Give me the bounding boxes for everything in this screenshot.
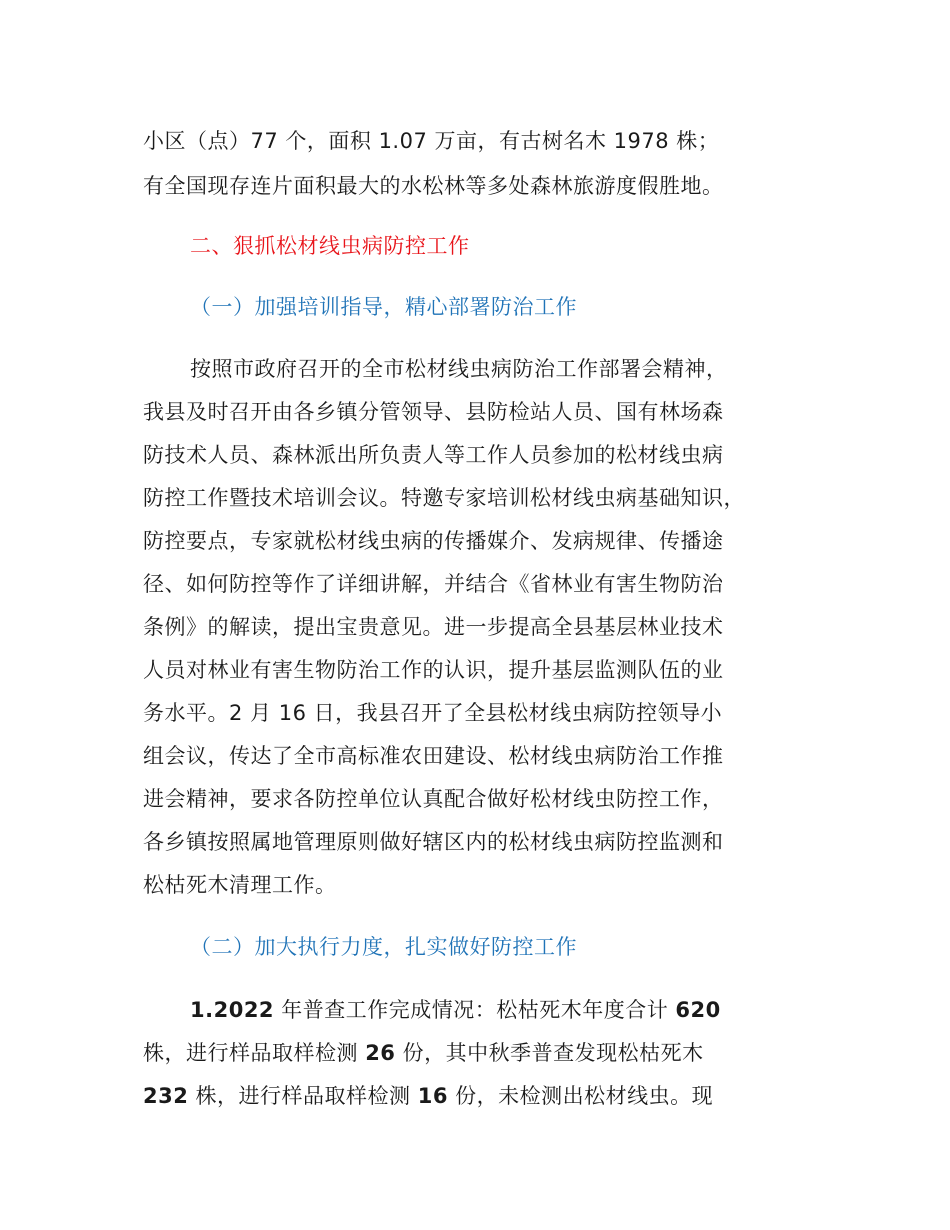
paragraph-line: 我县及时召开由各乡镇分管领导、县防检站人员、国有林场森 [143, 400, 724, 424]
stats-line-2 [143, 1039, 704, 1067]
autumn-dead-trees: 232 [143, 1084, 189, 1108]
paragraph-line: 径、如何防控等作了详细讲解，并结合《省林业有害生物防治 [143, 572, 724, 596]
stats-text: 株，进行样品取样检测 [143, 1041, 366, 1065]
paragraph-line: 防技术人员、森林派出所负责人等工作人员参加的松材线虫病 [143, 443, 724, 467]
paragraph-line: 务水平。2 月 16 日，我县召开了全县松材线虫病防控领导小 [143, 701, 723, 725]
subsection-heading-1: （一）加强培训指导，精心部署防治工作 [190, 295, 577, 319]
paragraph-line: 按照市政府召开的全市松材线虫病防治工作部署会精神， [190, 357, 728, 381]
stats-line-3 [143, 1082, 713, 1110]
intro-line-1: 小区（点）77 个，面积 1.07 万亩，有古树名木 1978 株； [143, 129, 720, 153]
paragraph-line: 松枯死木清理工作。 [143, 873, 337, 897]
stats-text: 份，未检测出松材线虫。现 [447, 1084, 714, 1108]
year-value: 1.2022 [190, 998, 275, 1022]
paragraph-line: 防控工作暨技术培训会议。特邀专家培训松材线虫病基础知识， [143, 486, 745, 510]
stats-text: 株，进行样品取样检测 [188, 1084, 418, 1108]
paragraph-line: 各乡镇按照属地管理原则做好辖区内的松材线虫病防控监测和 [143, 830, 724, 854]
stats-text: 份，其中秋季普查发现松枯死木 [395, 1041, 704, 1065]
dead-trees-total: 620 [675, 998, 721, 1022]
stats-text: 年普查工作完成情况：松枯死木年度合计 [274, 998, 676, 1022]
paragraph-line: 防控要点，专家就松材线虫病的传播媒介、发病规律、传播途 [143, 529, 724, 553]
paragraph-line: 组会议，传达了全市高标准农田建设、松材线虫病防治工作推 [143, 744, 724, 768]
paragraph-line: 进会精神，要求各防控单位认真配合做好松材线虫防控工作， [143, 787, 724, 811]
subsection-heading-2: （二）加大执行力度，扎实做好防控工作 [190, 935, 577, 959]
autumn-samples: 16 [417, 1084, 448, 1108]
intro-line-2: 有全国现存连片面积最大的水松林等多处森林旅游度假胜地。 [143, 174, 724, 198]
samples-total: 26 [365, 1041, 396, 1065]
paragraph-line: 人员对林业有害生物防治工作的认识，提升基层监测队伍的业 [143, 658, 724, 682]
stats-line-1 [190, 996, 721, 1024]
section-heading: 二、狠抓松材线虫病防控工作 [190, 234, 470, 258]
paragraph-line: 条例》的解读，提出宝贵意见。进一步提高全县基层林业技术 [143, 615, 724, 639]
